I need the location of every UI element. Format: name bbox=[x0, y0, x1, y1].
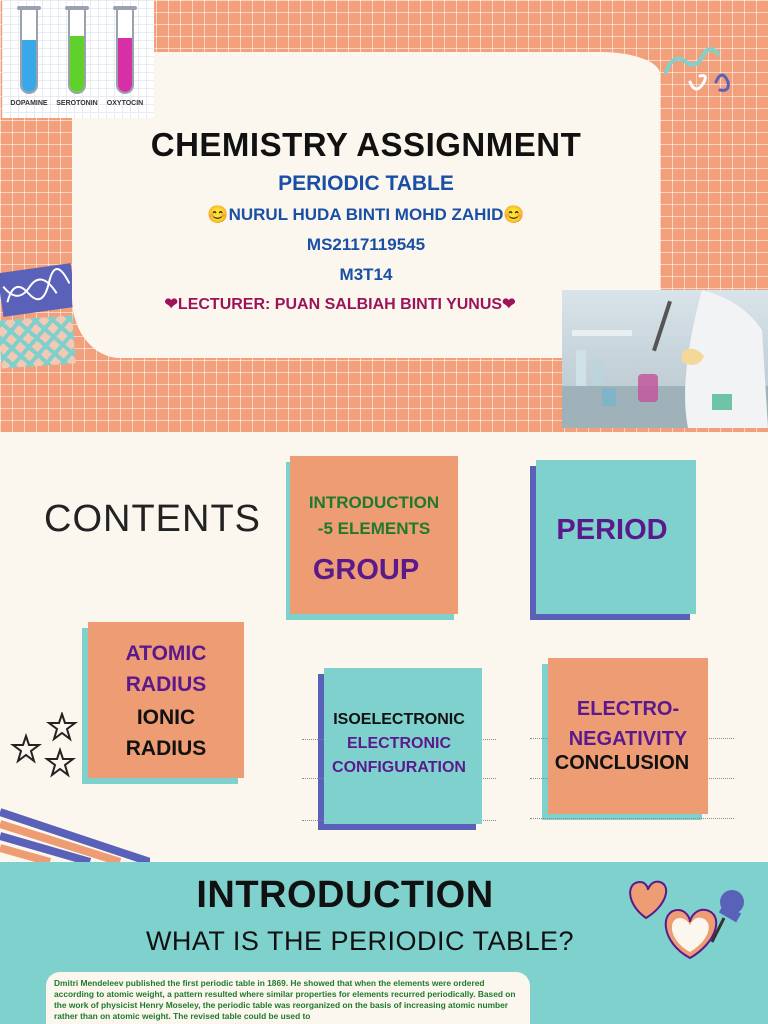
decorative-tape-plaid bbox=[0, 315, 76, 368]
stars-doodle-icon bbox=[8, 712, 80, 782]
test-tube-magenta bbox=[116, 6, 134, 94]
tile-label-large: PERIOD bbox=[556, 514, 668, 546]
tile-label: CONFIGURATION bbox=[332, 759, 466, 776]
hearts-pushpin-icon bbox=[620, 868, 760, 968]
test-tubes-image bbox=[2, 0, 154, 118]
tile-isoelectronic[interactable] bbox=[324, 668, 482, 824]
tile-label: ELECTRO- bbox=[576, 698, 680, 720]
tile-atomic-radius[interactable] bbox=[88, 622, 244, 778]
tile-label: ATOMIC bbox=[125, 642, 207, 665]
introduction-paragraph: Dmitri Mendeleev published the first periodic table in 1869. He showed that when the elements were ordered according to atomic weight, a pattern resulted where similar properties for elements recurred periodically. Based on the work of physicist Henry Moseley, the periodic table was reorganized on the basis of increasing atomic number rather than on atomic weight. The revised table could be used to bbox=[54, 978, 516, 1021]
tile-label: ELECTRONIC bbox=[347, 735, 451, 752]
test-tube-blue bbox=[20, 6, 38, 94]
dotted-divider bbox=[530, 818, 734, 819]
tile-electronegativity[interactable] bbox=[548, 658, 708, 814]
tile-label: RADIUS bbox=[125, 737, 207, 760]
tile-label: ISOELECTRONIC bbox=[333, 711, 465, 728]
introduction-subtitle: WHAT IS THE PERIODIC TABLE? bbox=[145, 926, 575, 956]
tile-label: NEGATIVITY bbox=[568, 728, 688, 750]
test-tube-green bbox=[68, 6, 86, 94]
tile-label: CONCLUSION bbox=[554, 752, 690, 774]
class-code: M3T14 bbox=[339, 265, 393, 284]
lab-photo bbox=[562, 290, 768, 428]
tile-label: IONIC bbox=[136, 706, 196, 729]
lecturer-line: ❤LECTURER: PUAN SALBIAH BINTI YUNUS❤ bbox=[164, 296, 516, 313]
assignment-subtitle: PERIODIC TABLE bbox=[278, 172, 454, 195]
introduction-section bbox=[0, 862, 768, 1024]
contents-heading: CONTENTS bbox=[44, 498, 261, 540]
squiggle-doodle-icon bbox=[660, 42, 750, 102]
student-name: 😊NURUL HUDA BINTI MOHD ZAHID😊 bbox=[207, 205, 525, 224]
tile-label: -5 ELEMENTS bbox=[317, 519, 431, 538]
cover-section bbox=[0, 0, 768, 432]
tube-label: OXYTOCIN bbox=[106, 100, 144, 107]
tube-label: SEROTONIN bbox=[56, 100, 98, 107]
tile-label-large: GROUP bbox=[312, 554, 420, 586]
tile-introduction[interactable] bbox=[290, 456, 458, 614]
decorative-tape-purple bbox=[0, 263, 77, 317]
tile-label: RADIUS bbox=[125, 673, 207, 696]
introduction-title: INTRODUCTION bbox=[196, 874, 494, 916]
tile-period[interactable] bbox=[536, 460, 696, 614]
contents-section bbox=[0, 432, 768, 862]
tile-label: INTRODUCTION bbox=[308, 493, 440, 512]
assignment-title: CHEMISTRY ASSIGNMENT bbox=[150, 126, 582, 163]
tube-label: DOPAMINE bbox=[10, 100, 48, 107]
student-id: MS2117119545 bbox=[306, 235, 426, 254]
stripes-doodle-icon bbox=[0, 802, 150, 862]
